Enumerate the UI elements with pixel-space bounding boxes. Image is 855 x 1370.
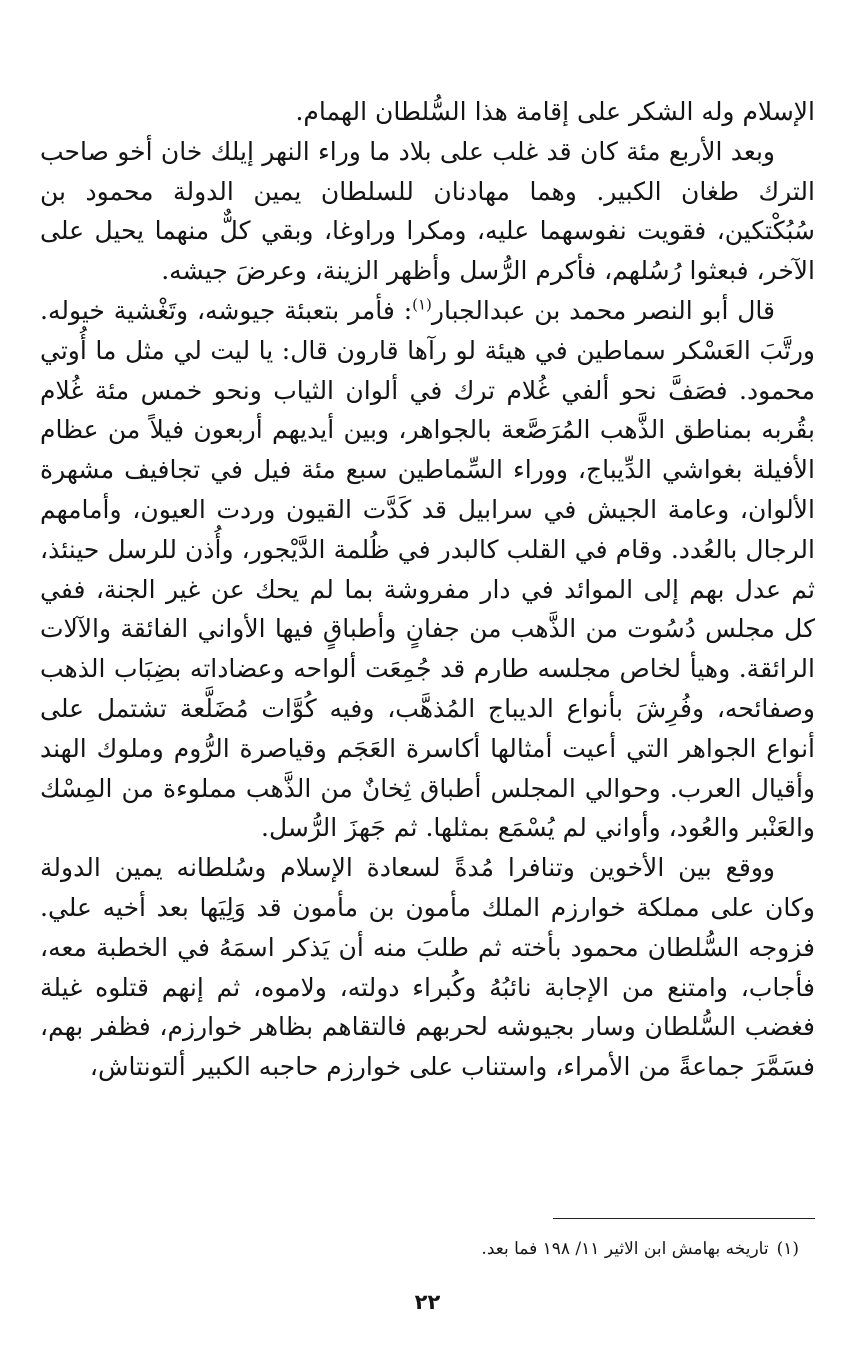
paragraph-3-lead: قال أبو النصر محمد بن عبدالجبار (431, 295, 775, 325)
footnote-text: تاريخه بهامش ابن الاثير ١١/ ١٩٨ فما بعد. (481, 1239, 769, 1259)
footnote-number: (١) (776, 1239, 799, 1259)
paragraph-3-body: : فأمر بتعبئة جيوشه، وتَغْشية خيوله. ورتَّبَ العَسْكر سماطين في هيئة لو رآها قارون قال: يا ليت لي مثل ما أُوتي محمود. فصَفَّ نحو ألفي غُلام ترك في ألوان الثياب ونحو خمس مئة غُلام بقُربه بمناطق الذَّهب المُرَصَّعة بالجواهر، وبين أيديهم أربعون فيلاً من عظام الأفيلة بغواشي الدِّيباج، ووراء السِّماطين سبع مئة فيل في تجافيف مشهرة الألوان، وعامة الجيش في سرابيل قد كَدَّت القيون وردت العيون، وأمامهم الرجال بالعُدد. وقام في القلب كالبدر في ظُلمة الدَّيْجور، وأُذن للرسل حينئذ، ثم عدل بهم إلى الموائد في دار مفروشة بما لم يحك عن غير الجنة، ففي كل مجلس دُسُوت من الذَّهب من جفانٍ وأطباقٍ فيها الأواني الفائقة والآلات الرائقة. وهيأ لخاص مجلسه طارم قد جُمِعَت ألواحه وعضاداته بضِبَاب الذهب وصفائحه، وفُرِشَ بأنواع الديباج المُذهَّب، وفيه كُوَّات مُضَلَّعة تشتمل على أنواع الجواهر التي أعيت أمثالها أكاسرة العَجَم وقياصرة الرُّوم وملوك الهند وأقيال العرب. وحوالي المجلس أطباق ثِخانٌ من الذَّهب مملوءة من المِسْك والعَنْبر والعُود، وأواني لم يُسْمَع بمثلها. ثم جَهزَ الرُّسل. (40, 295, 815, 843)
paragraph-2: وبعد الأربع مئة كان قد غلب على بلاد ما وراء النهر إيلك خان أخو صاحب الترك طغان الكبير. وهما مهادنان للسلطان يمين الدولة محمود بن سُبُكْتكين، فقويت نفوسهما عليه، ومكرا وراوغا، وبقي كلٌّ منهما يحيل على الآخر، فبعثوا رُسُلهم، فأكرم الرُّسل وأظهر الزينة، وعرضَ جيشه. (40, 136, 815, 286)
main-text (40, 92, 815, 1087)
page-number: ٢٢ (414, 1290, 441, 1314)
footnote-reference[interactable]: (١) (412, 295, 432, 314)
paragraph-1: الإسلام وله الشكر على إقامة هذا السُّلطان الهمام. (295, 97, 815, 126)
paragraph-3 (40, 291, 815, 848)
footnote-divider (553, 1218, 815, 1219)
footnote (40, 1236, 799, 1262)
paragraph-4: ووقع بين الأخوين وتنافرا مُدةً لسعادة الإسلام وسُلطانه يمين الدولة وكان على مملكة خوارزم الملك مأمون بن مأمون قد وَلِيَها بعد أخيه علي. فزوجه السُّلطان محمود بأخته ثم طلبَ منه أن يَذكر اسمَهُ في الخطبة معه، فأجاب، وامتنع من الإجابة نائبُهُ وكُبراء دولته، ولاموه، ثم إنهم قتلوه غيلة فغضب السُّلطان وسار بجيوشه لحربهم فالتقاهم بظاهر خوارزم، فظفر بهم، فسَمَّرَ جماعةً من الأمراء، واستناب على خوارزم حاجبه الكبير ألتونتاش، (40, 853, 815, 1082)
